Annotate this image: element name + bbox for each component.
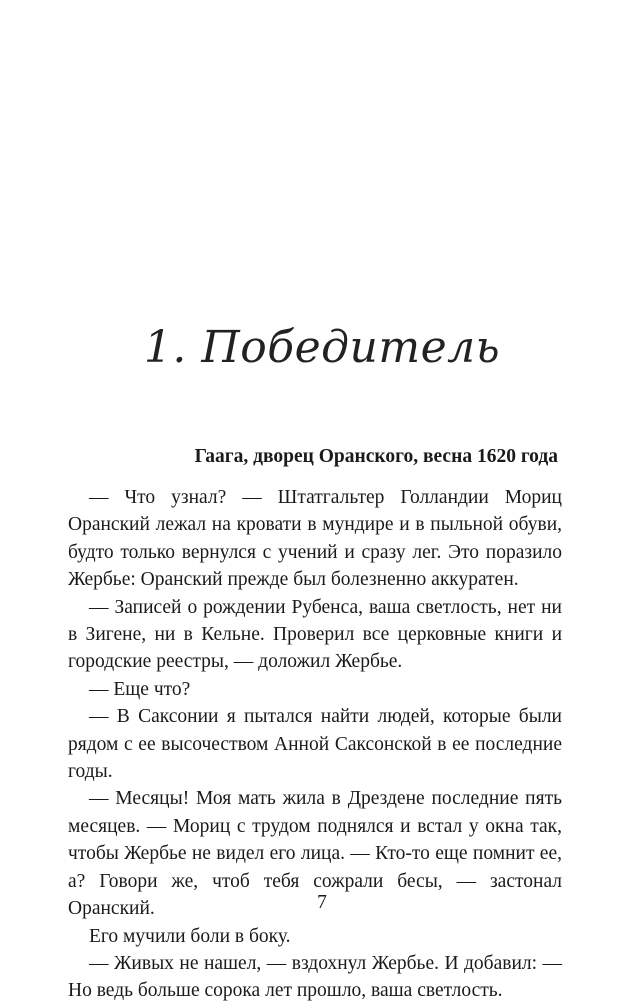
page-number: 7 bbox=[317, 892, 327, 913]
paragraph: — Еще что? bbox=[89, 678, 191, 700]
paragraph: — Что узнал? — Штатгальтер Голландии Мориц Оранский лежал на кровати в мундире и в пыльной обуви, будто только вернулся с учений и сразу лег. Это поразило Жербье: Оранский прежде был болезненно аккуратен. bbox=[68, 487, 562, 591]
paragraph: — Живых не нашел, — вздохнул Жербье. И добавил: — Но ведь больше сорока лет прошло, ваша светлость. bbox=[68, 952, 562, 1002]
paragraph: — В Саксонии я пытался найти людей, которые были рядом с ее высочеством Анной Саксонской в ее последние годы. bbox=[68, 706, 562, 783]
paragraph: — Месяцы! Моя мать жила в Дрездене последние пять месяцев. — Мориц с трудом поднялся и встал у окна так, чтобы Жербье не видел его лица. — Кто-то еще помнит ее, а? Говори же, чтоб тебя сожрали бесы, — застонал Оранский. bbox=[68, 788, 562, 920]
body-text bbox=[68, 484, 562, 1005]
chapter-title: 1. Победитель bbox=[143, 322, 501, 373]
chapter-place-date: Гаага, дворец Оранского, весна 1620 года bbox=[194, 446, 558, 467]
paragraph: — Записей о рождении Рубенса, ваша светлость, нет ни в Зигене, ни в Кельне. Проверил все церковные книги и городские реестры, — доложил Жербье. bbox=[68, 596, 562, 673]
paragraph: Его мучили боли в боку. bbox=[89, 925, 291, 947]
